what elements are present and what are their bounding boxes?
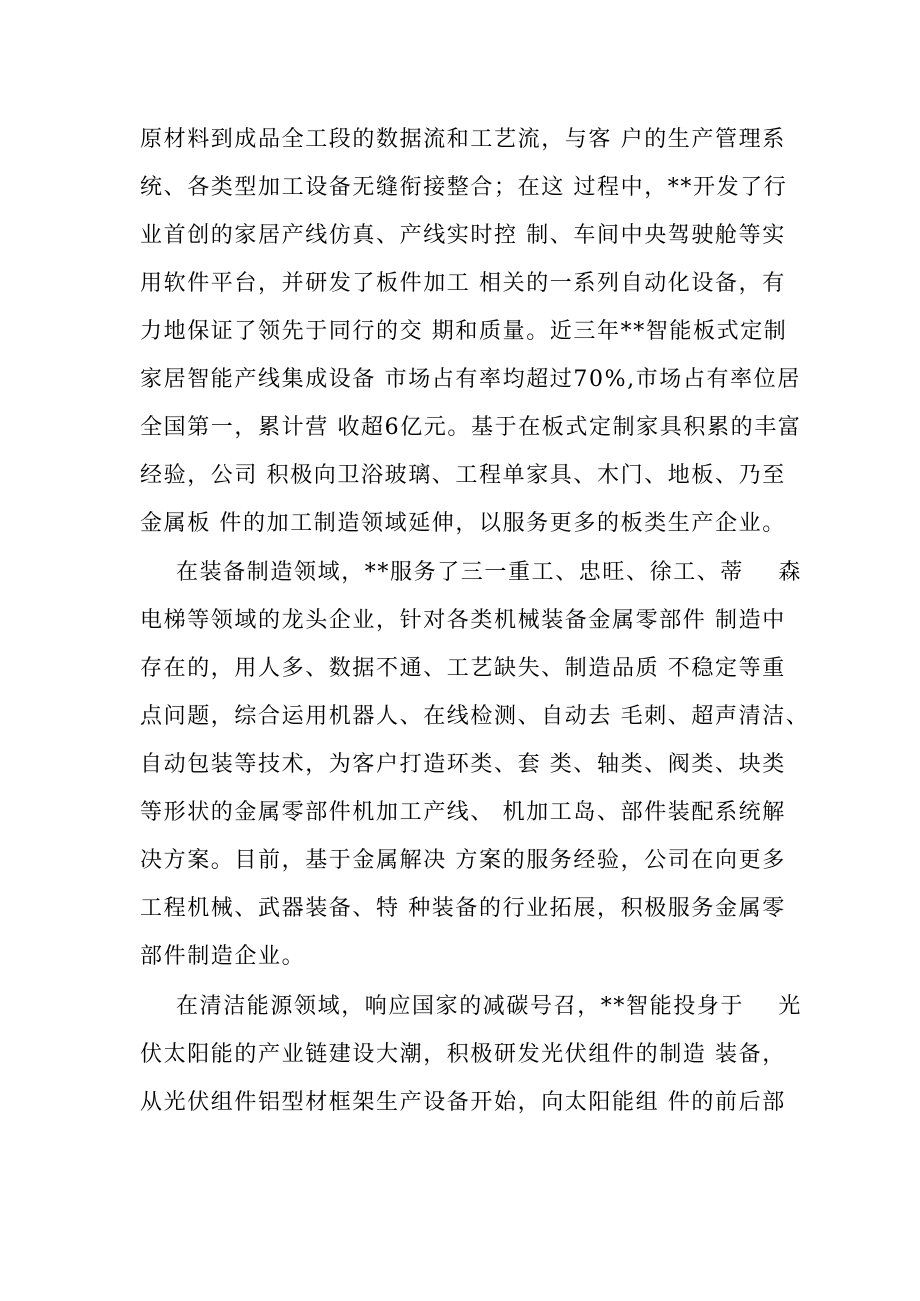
text-line: 从光伏组件铝型材框架生产设备开始，向太阳能组 件的前后部 xyxy=(140,1090,786,1115)
text-line: 电梯等领域的龙头企业，针对各类机械装备金属零部件 制造中 xyxy=(140,608,786,633)
text-line: 家居智能产线集成设备 市场占有率均超过70%,市场占有率位居 xyxy=(140,367,801,392)
text-line: 经验，公司 积极向卫浴玻璃、工程单家具、木门、地板、乃至 xyxy=(140,463,786,488)
text-line: 金属板 件的加工制造领域延伸，以服务更多的板类生产企业。 xyxy=(140,511,786,536)
text-line: 决方案。目前，基于金属解决 方案的服务经验，公司在向更多 xyxy=(140,848,786,873)
text-line: 业首创的家居产线仿真、产线实时控 制、车间中央驾驶舱等实 xyxy=(140,223,786,248)
text-line: 原材料到成品全工段的数据流和工艺流，与客 户的生产管理系 xyxy=(140,127,786,152)
text-line: 点问题，综合运用机器人、在线检测、自动去 毛刺、超声清洁、 xyxy=(140,704,810,729)
text-line: 部件制造企业。 xyxy=(140,944,306,969)
text-line: 等形状的金属零部件机加工产线、 机加工岛、部件装配系统解 xyxy=(140,800,786,825)
text-line: 伏太阳能的产业链建设大潮，积极研发光伏组件的制造 装备， xyxy=(140,1042,786,1067)
text-line: 在清洁能源领域，响应国家的减碳号召，**智能投身于 光 xyxy=(176,994,802,1019)
text-line: 工程机械、武器装备、特 种装备的行业拓展，积极服务金属零 xyxy=(140,896,786,921)
text-line: 全国第一，累计营 收超6亿元。基于在板式定制家具积累的丰富 xyxy=(140,415,802,440)
text-line: 用软件平台，并研发了板件加工 相关的一系列自动化设备，有 xyxy=(140,271,786,296)
text-line: 力地保证了领先于同行的交 期和质量。近三年**智能板式定制 xyxy=(140,319,788,344)
text-line: 自动包装等技术，为客户打造环类、套 类、轴类、阀类、块类 xyxy=(140,752,786,777)
text-line: 统、各类型加工设备无缝衔接整合；在这 过程中，**开发了行 xyxy=(140,175,788,200)
text-line: 在装备制造领域，**服务了三一重工、忠旺、徐工、蒂 森 xyxy=(176,560,802,585)
text-line: 存在的，用人多、数据不通、工艺缺失、制造品质 不稳定等重 xyxy=(140,656,786,681)
